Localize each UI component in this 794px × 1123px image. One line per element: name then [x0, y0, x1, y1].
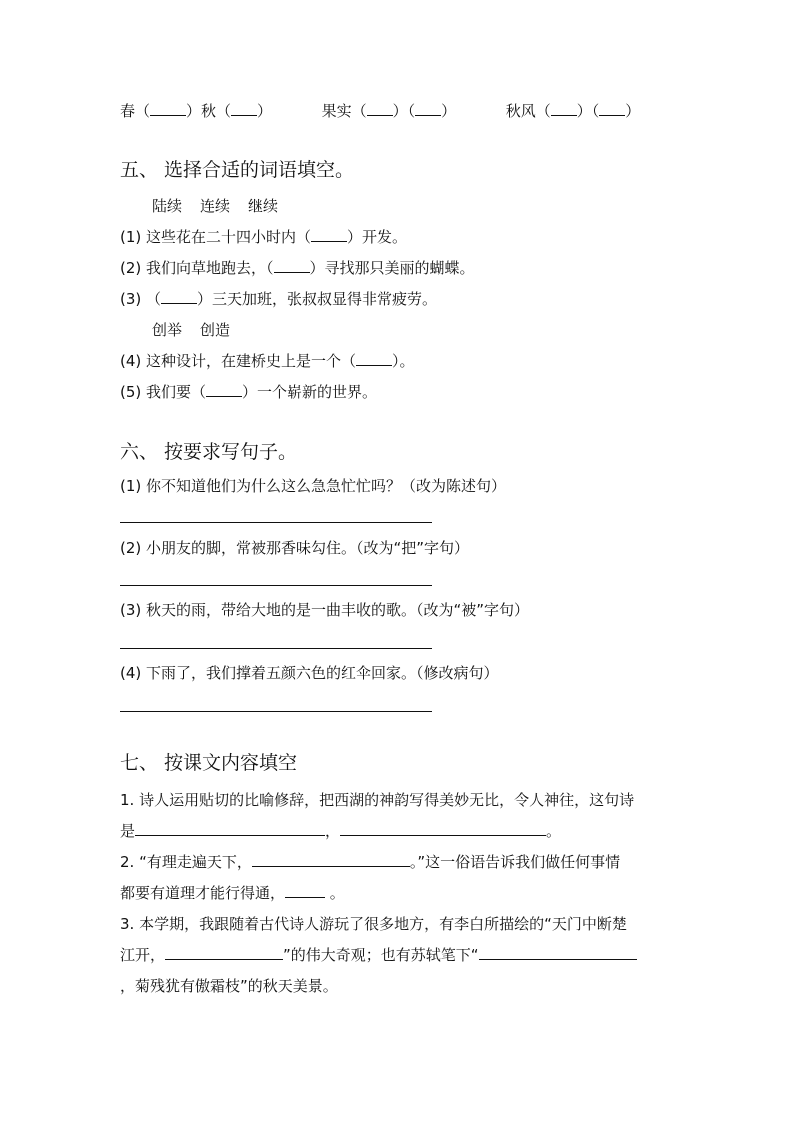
text: (1) 这些花在二十四小时内（ [120, 228, 312, 246]
text: 春（ [120, 102, 151, 120]
text: (2) 我们向草地跑去，（ [120, 259, 274, 277]
text: 2. “有理走遍天下， [120, 853, 252, 871]
text: (3) （ [120, 290, 162, 308]
answer-blank[interactable] [340, 821, 546, 836]
text: 是 [120, 822, 136, 840]
paragraph-7-3-line-3: ，菊残犹有傲霜枝”的秋天美景。 [120, 977, 338, 995]
text: ）一个崭新的世界。 [242, 383, 378, 401]
word-option: 连续 [200, 197, 231, 215]
answer-line[interactable] [120, 585, 432, 586]
question-5-5 [120, 382, 377, 402]
text: ）寻找那只美丽的蝴蝶。 [309, 259, 475, 277]
paragraph-7-3-line-2 [120, 945, 637, 965]
text: ）（ [392, 102, 416, 120]
answer-blank[interactable] [150, 101, 186, 116]
answer-blank[interactable] [135, 821, 325, 836]
answer-blank[interactable] [274, 258, 310, 273]
text: 。”这一俗语告诉我们做任何事情 [409, 853, 621, 871]
text: 。 [325, 884, 345, 902]
word-option: 继续 [248, 197, 279, 215]
text: ”的伟大奇观；也有苏轼笔下“ [283, 946, 479, 964]
word-option: 创造 [200, 321, 231, 339]
question-5-3 [120, 289, 437, 309]
text: ） [625, 102, 641, 120]
paragraph-7-1-line-1: 1. 诗人运用贴切的比喻修辞，把西湖的神韵写得美妙无比，令人神往，这句诗 [120, 791, 635, 809]
answer-blank[interactable] [415, 101, 441, 116]
text: ） [441, 102, 457, 120]
question-5-1 [120, 227, 407, 247]
section-6-title: 六、 按要求写句子。 [120, 441, 298, 463]
text: ， [325, 822, 341, 840]
question-6-4: (4) 下雨了，我们撑着五颜六色的红伞回家。（修改病句） [120, 664, 499, 682]
answer-blank[interactable] [165, 945, 283, 960]
text: ）秋（ [186, 102, 232, 120]
answer-blank[interactable] [231, 101, 257, 116]
answer-blank[interactable] [599, 101, 625, 116]
text: (4) 这种设计，在建桥史上是一个（ [120, 352, 357, 370]
question-6-3: (3) 秋天的雨，带给大地的是一曲丰收的歌。（改为“被”字句） [120, 601, 530, 619]
text: 果实（ [321, 102, 367, 120]
text: 。 [546, 822, 562, 840]
word-options-b [152, 320, 248, 340]
answer-line[interactable] [120, 711, 432, 712]
paragraph-7-2-line-2 [120, 883, 345, 903]
answer-blank[interactable] [311, 227, 347, 242]
answer-blank[interactable] [252, 852, 410, 867]
question-5-2 [120, 258, 475, 278]
word-options-a [152, 196, 296, 216]
paragraph-7-2-line-1 [120, 852, 620, 872]
section-7-title: 七、 按课文内容填空 [120, 752, 298, 774]
answer-blank[interactable] [479, 945, 637, 960]
question-6-2: (2) 小朋友的脚，常被那香味勾住。（改为“把”字句） [120, 539, 470, 557]
fill-in-row-top [120, 101, 640, 121]
text: ） [257, 102, 273, 120]
text: ）开发。 [347, 228, 408, 246]
text: ）三天加班，张叔叔显得非常疲劳。 [197, 290, 438, 308]
question-6-1: (1) 你不知道他们为什么这么急急忙忙吗？（改为陈述句） [120, 477, 507, 495]
text: 都要有道理才能行得通， [120, 884, 286, 902]
question-5-4 [120, 351, 415, 371]
answer-blank[interactable] [356, 351, 392, 366]
text: 秋风（ [505, 102, 551, 120]
text: ）。 [392, 352, 415, 370]
text: (5) 我们要（ [120, 383, 207, 401]
answer-blank[interactable] [551, 101, 577, 116]
word-option: 陆续 [152, 197, 183, 215]
text: 江开， [120, 946, 166, 964]
text: ）（ [576, 102, 600, 120]
paragraph-7-3-line-1: 3. 本学期，我跟随着古代诗人游玩了很多地方，有李白所描绘的“天门中断楚 [120, 915, 627, 933]
paragraph-7-1-line-2 [120, 821, 561, 841]
answer-blank[interactable] [206, 382, 242, 397]
section-5-title: 五、 选择合适的词语填空。 [120, 159, 355, 181]
answer-line[interactable] [120, 522, 432, 523]
answer-blank[interactable] [367, 101, 393, 116]
answer-line[interactable] [120, 648, 432, 649]
word-option: 创举 [152, 321, 183, 339]
answer-blank[interactable] [161, 289, 197, 304]
answer-blank[interactable] [285, 883, 325, 898]
